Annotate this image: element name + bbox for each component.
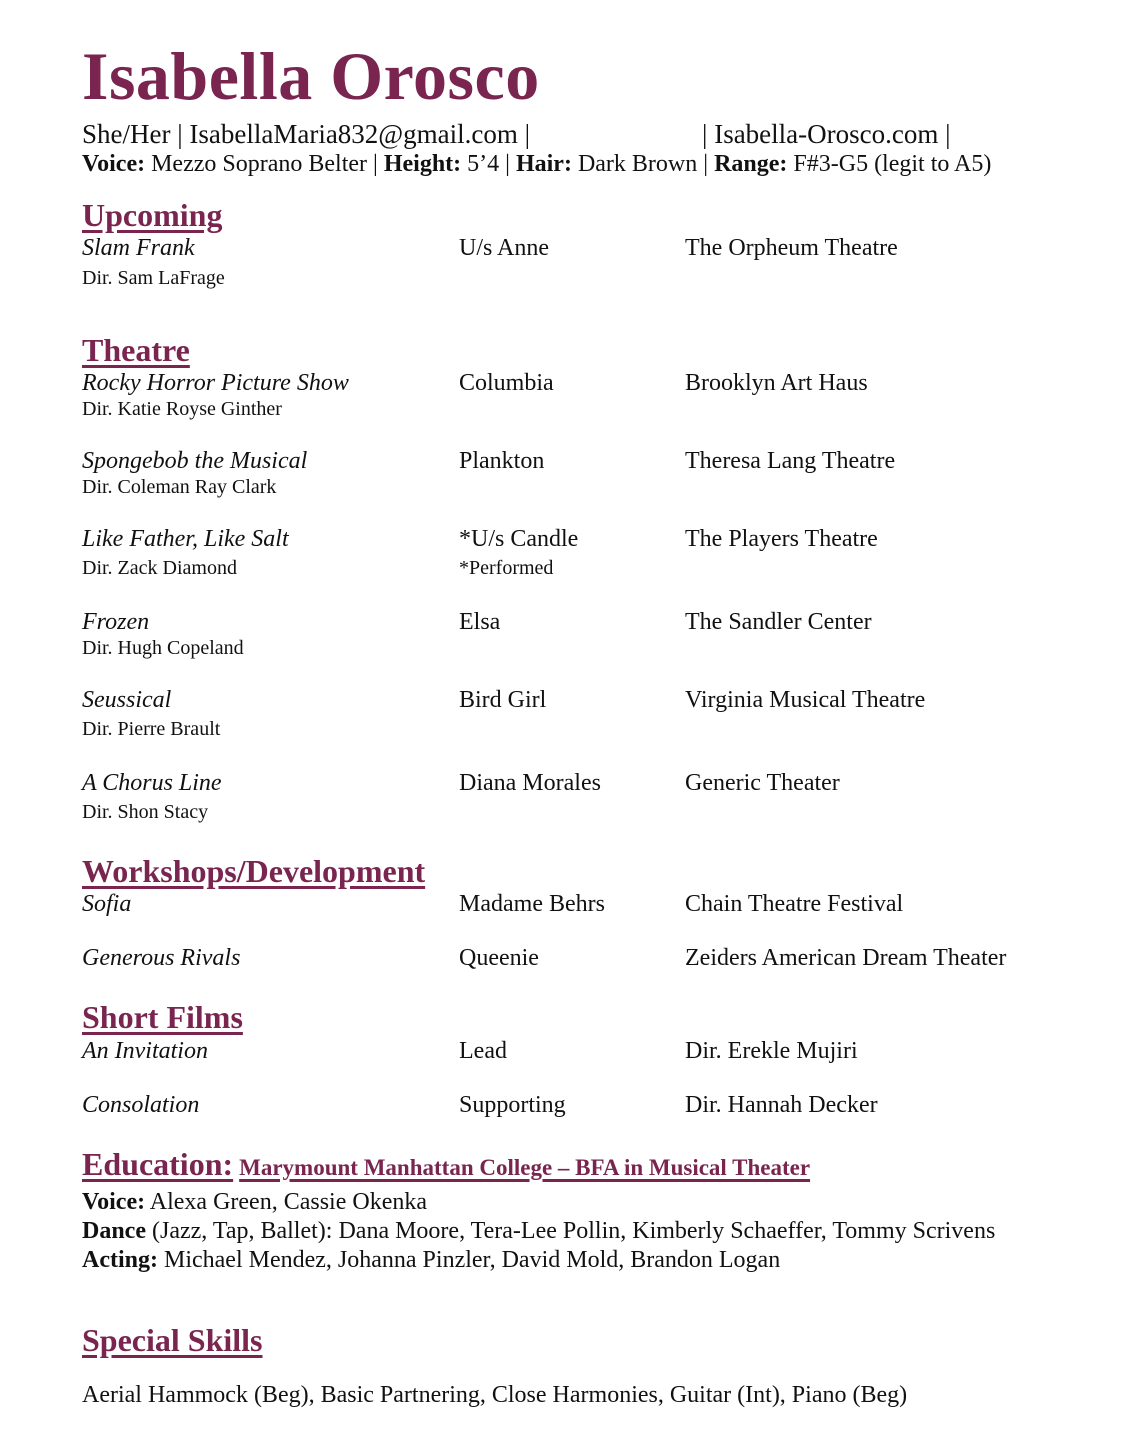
- section-heading-films: Short Films: [82, 999, 243, 1035]
- hair-value: Dark Brown |: [571, 151, 715, 177]
- credit-title: Rocky Horror Picture Show: [82, 370, 349, 396]
- credit-director: Dir. Coleman Ray Clark: [82, 476, 277, 498]
- credit-role: Elsa: [459, 609, 501, 635]
- height-value: 5’4 |: [461, 151, 516, 177]
- credit-director: Dir. Hannah Decker: [685, 1092, 878, 1118]
- education-voice: [82, 1188, 427, 1217]
- credit-title: Slam Frank: [82, 235, 195, 261]
- credit-venue: The Players Theatre: [685, 526, 878, 552]
- education-school: Marymount Manhattan College – BFA in Musical Theater: [239, 1155, 811, 1180]
- stats-line: [82, 150, 991, 178]
- section-heading-skills: Special Skills: [82, 1322, 263, 1358]
- credit-venue: Brooklyn Art Haus: [685, 370, 868, 396]
- credit-note: *Performed: [459, 557, 554, 579]
- education-acting-label: Acting:: [82, 1247, 158, 1273]
- education-acting: [82, 1246, 780, 1275]
- section-heading-upcoming: Upcoming: [82, 197, 223, 233]
- credit-director: Dir. Hugh Copeland: [82, 637, 244, 659]
- education-heading-text: Education:: [82, 1146, 234, 1182]
- education-voice-label: Voice:: [82, 1189, 146, 1215]
- pronouns-email: She/Her | IsabellaMaria832@gmail.com |: [82, 119, 531, 149]
- credit-role: Madame Behrs: [459, 891, 605, 917]
- credit-title: An Invitation: [82, 1038, 208, 1064]
- section-heading-education: [82, 1145, 810, 1187]
- credit-venue: The Orpheum Theatre: [685, 235, 898, 261]
- range-label: Range:: [714, 151, 788, 177]
- credit-role: U/s Anne: [459, 235, 549, 261]
- hair-label: Hair:: [515, 151, 572, 177]
- credit-role: Supporting: [459, 1092, 566, 1118]
- credit-role: Diana Morales: [459, 770, 601, 796]
- credit-director: Dir. Pierre Brault: [82, 718, 221, 740]
- website: | Isabella-Orosco.com |: [702, 119, 951, 149]
- education-dance-value: (Jazz, Tap, Ballet): Dana Moore, Tera-Lee Pollin, Kimberly Schaeffer, Tommy Scrivens: [145, 1218, 996, 1244]
- voice-value: Mezzo Soprano Belter |: [145, 151, 384, 177]
- credit-role: *U/s Candle: [459, 526, 579, 552]
- credit-title: Sofia: [82, 891, 132, 917]
- credit-role: Lead: [459, 1038, 507, 1064]
- credit-role: Plankton: [459, 448, 545, 474]
- credit-venue: Chain Theatre Festival: [685, 891, 904, 917]
- credit-role: Bird Girl: [459, 687, 547, 713]
- voice-label: Voice:: [82, 151, 146, 177]
- credit-title: Frozen: [82, 609, 150, 635]
- credit-title: A Chorus Line: [82, 770, 222, 796]
- credit-title: Spongebob the Musical: [82, 448, 308, 474]
- credit-title: Seussical: [82, 687, 172, 713]
- section-heading-workshops: Workshops/Development: [82, 853, 426, 889]
- credit-venue: The Sandler Center: [685, 609, 872, 635]
- credit-director: Dir. Katie Royse Ginther: [82, 398, 282, 420]
- credit-venue: Zeiders American Dream Theater: [685, 945, 1007, 971]
- skills-text: Aerial Hammock (Beg), Basic Partnering, Close Harmonies, Guitar (Int), Piano (Beg): [82, 1382, 908, 1408]
- section-heading-theatre: Theatre: [82, 332, 190, 368]
- credit-venue: Generic Theater: [685, 770, 840, 796]
- actor-name: Isabella Orosco: [82, 38, 540, 114]
- credit-director: Dir. Sam LaFrage: [82, 267, 225, 289]
- credit-title: Consolation: [82, 1092, 200, 1118]
- range-value: F#3-G5 (legit to A5): [787, 151, 992, 177]
- credit-venue: Virginia Musical Theatre: [685, 687, 926, 713]
- education-dance: [82, 1217, 995, 1246]
- credit-title: Generous Rivals: [82, 945, 241, 971]
- credit-role: Columbia: [459, 370, 554, 396]
- credit-venue: Theresa Lang Theatre: [685, 448, 896, 474]
- credit-director: Dir. Zack Diamond: [82, 557, 237, 579]
- contact-line: [82, 118, 951, 150]
- education-dance-label: Dance: [82, 1218, 146, 1244]
- credit-director: Dir. Erekle Mujiri: [685, 1038, 858, 1064]
- education-voice-value: Alexa Green, Cassie Okenka: [145, 1189, 427, 1215]
- credit-role: Queenie: [459, 945, 539, 971]
- education-acting-value: Michael Mendez, Johanna Pinzler, David Mold, Brandon Logan: [157, 1247, 781, 1273]
- credit-director: Dir. Shon Stacy: [82, 801, 209, 823]
- height-label: Height:: [383, 151, 462, 177]
- credit-title: Like Father, Like Salt: [82, 526, 289, 552]
